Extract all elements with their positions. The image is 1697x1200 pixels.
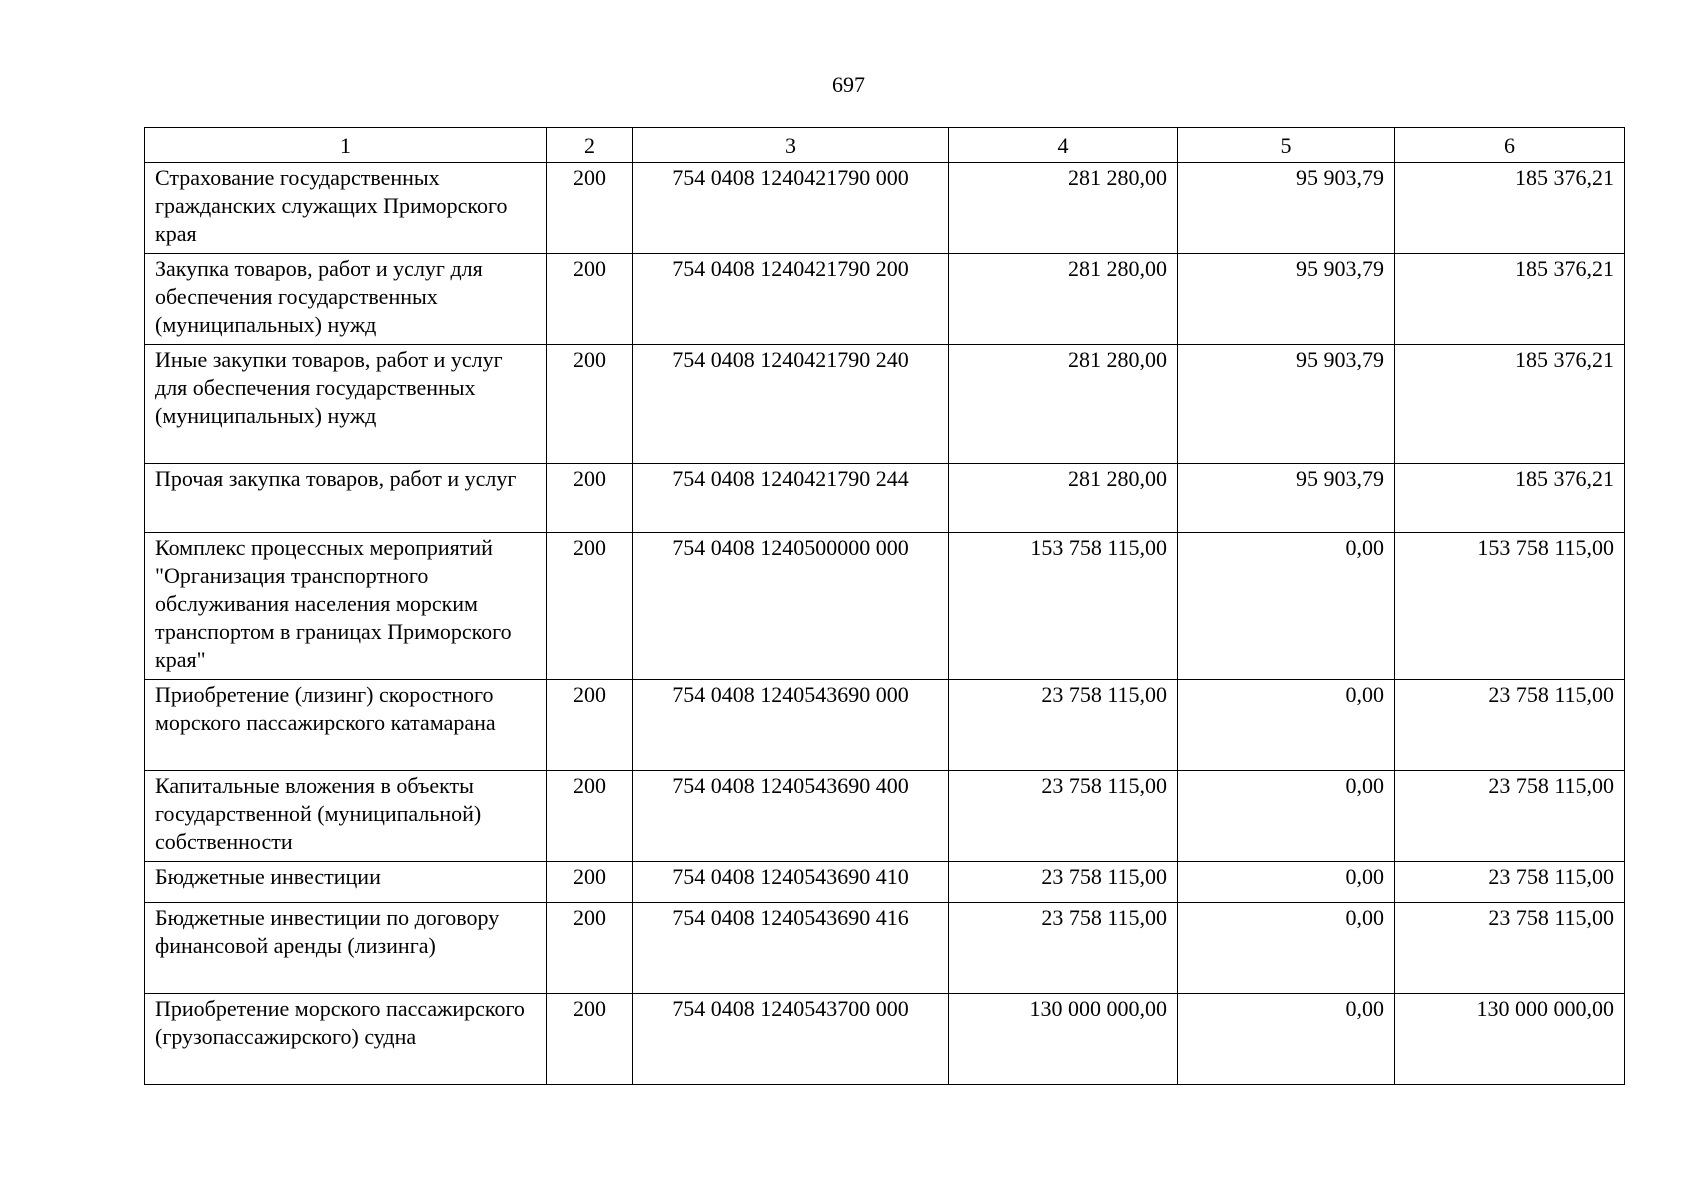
budget-table bbox=[144, 127, 1625, 1085]
table-row bbox=[145, 994, 1625, 1085]
row-amount-5: 95 903,79 bbox=[1178, 345, 1395, 464]
row-name: Бюджетные инвестиции bbox=[145, 862, 547, 903]
row-code: 200 bbox=[547, 771, 633, 862]
row-amount-5: 0,00 bbox=[1178, 680, 1395, 771]
row-amount-5: 0,00 bbox=[1178, 903, 1395, 994]
column-header-4: 4 bbox=[949, 128, 1178, 163]
row-budget-code: 754 0408 1240421790 244 bbox=[633, 464, 949, 533]
row-name: Бюджетные инвестиции по договору финансовой аренды (лизинга) bbox=[145, 903, 547, 994]
row-amount-6: 185 376,21 bbox=[1395, 464, 1625, 533]
page-number: 697 bbox=[832, 72, 865, 97]
row-code: 200 bbox=[547, 163, 633, 254]
row-amount-4: 281 280,00 bbox=[949, 254, 1178, 345]
table-row bbox=[145, 533, 1625, 680]
row-code: 200 bbox=[547, 862, 633, 903]
row-amount-6: 23 758 115,00 bbox=[1395, 771, 1625, 862]
row-amount-4: 281 280,00 bbox=[949, 345, 1178, 464]
table-row bbox=[145, 163, 1625, 254]
row-budget-code: 754 0408 1240543690 000 bbox=[633, 680, 949, 771]
row-amount-6: 23 758 115,00 bbox=[1395, 903, 1625, 994]
row-code: 200 bbox=[547, 533, 633, 680]
row-name: Прочая закупка товаров, работ и услуг bbox=[145, 464, 547, 533]
row-name: Страхование государственных гражданских служащих Приморского края bbox=[145, 163, 547, 254]
table-row bbox=[145, 903, 1625, 994]
row-budget-code: 754 0408 1240543690 410 bbox=[633, 862, 949, 903]
row-code: 200 bbox=[547, 254, 633, 345]
header-row bbox=[145, 128, 1625, 163]
row-amount-5: 0,00 bbox=[1178, 771, 1395, 862]
row-amount-6: 130 000 000,00 bbox=[1395, 994, 1625, 1085]
row-name: Приобретение (лизинг) скоростного морского пассажирского катамарана bbox=[145, 680, 547, 771]
column-header-1: 1 bbox=[145, 128, 547, 163]
row-name: Капитальные вложения в объекты государственной (муниципальной) собственности bbox=[145, 771, 547, 862]
table-row bbox=[145, 464, 1625, 533]
row-name: Комплекс процессных мероприятий "Организация транспортного обслуживания населения морским транспортом в границах Приморского края" bbox=[145, 533, 547, 680]
table-row bbox=[145, 862, 1625, 903]
row-amount-4: 23 758 115,00 bbox=[949, 680, 1178, 771]
row-amount-5: 95 903,79 bbox=[1178, 464, 1395, 533]
column-header-6: 6 bbox=[1395, 128, 1625, 163]
row-amount-6: 153 758 115,00 bbox=[1395, 533, 1625, 680]
table-header bbox=[145, 128, 1625, 163]
row-amount-6: 23 758 115,00 bbox=[1395, 862, 1625, 903]
row-amount-6: 185 376,21 bbox=[1395, 254, 1625, 345]
row-budget-code: 754 0408 1240421790 000 bbox=[633, 163, 949, 254]
row-amount-4: 23 758 115,00 bbox=[949, 862, 1178, 903]
row-budget-code: 754 0408 1240421790 200 bbox=[633, 254, 949, 345]
row-budget-code: 754 0408 1240543700 000 bbox=[633, 994, 949, 1085]
row-amount-5: 95 903,79 bbox=[1178, 254, 1395, 345]
table-row bbox=[145, 254, 1625, 345]
row-amount-6: 185 376,21 bbox=[1395, 345, 1625, 464]
row-code: 200 bbox=[547, 994, 633, 1085]
table-row bbox=[145, 345, 1625, 464]
row-name: Приобретение морского пассажирского (грузопассажирского) судна bbox=[145, 994, 547, 1085]
table-row bbox=[145, 680, 1625, 771]
row-amount-5: 0,00 bbox=[1178, 994, 1395, 1085]
row-amount-6: 185 376,21 bbox=[1395, 163, 1625, 254]
row-code: 200 bbox=[547, 680, 633, 771]
row-amount-5: 0,00 bbox=[1178, 862, 1395, 903]
row-budget-code: 754 0408 1240500000 000 bbox=[633, 533, 949, 680]
row-code: 200 bbox=[547, 345, 633, 464]
row-name: Закупка товаров, работ и услуг для обеспечения государственных (муниципальных) нужд bbox=[145, 254, 547, 345]
row-name: Иные закупки товаров, работ и услуг для обеспечения государственных (муниципальных) нужд bbox=[145, 345, 547, 464]
table-row bbox=[145, 771, 1625, 862]
row-amount-5: 0,00 bbox=[1178, 533, 1395, 680]
column-header-3: 3 bbox=[633, 128, 949, 163]
row-budget-code: 754 0408 1240543690 400 bbox=[633, 771, 949, 862]
table-body bbox=[145, 163, 1625, 1085]
row-code: 200 bbox=[547, 464, 633, 533]
column-header-5: 5 bbox=[1178, 128, 1395, 163]
row-amount-5: 95 903,79 bbox=[1178, 163, 1395, 254]
row-amount-4: 23 758 115,00 bbox=[949, 903, 1178, 994]
row-amount-4: 281 280,00 bbox=[949, 163, 1178, 254]
column-header-2: 2 bbox=[547, 128, 633, 163]
row-amount-4: 130 000 000,00 bbox=[949, 994, 1178, 1085]
row-code: 200 bbox=[547, 903, 633, 994]
row-budget-code: 754 0408 1240543690 416 bbox=[633, 903, 949, 994]
row-amount-6: 23 758 115,00 bbox=[1395, 680, 1625, 771]
row-amount-4: 281 280,00 bbox=[949, 464, 1178, 533]
row-amount-4: 23 758 115,00 bbox=[949, 771, 1178, 862]
row-budget-code: 754 0408 1240421790 240 bbox=[633, 345, 949, 464]
row-amount-4: 153 758 115,00 bbox=[949, 533, 1178, 680]
